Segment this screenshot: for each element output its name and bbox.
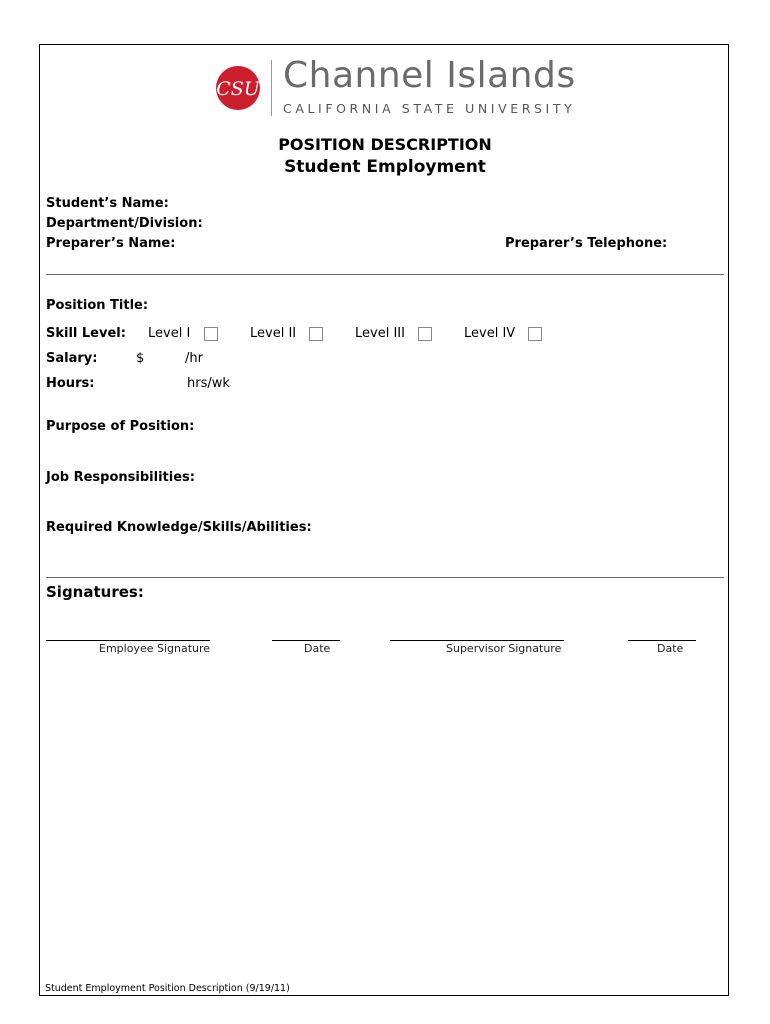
hours-label: Hours: xyxy=(46,376,95,391)
student-name-label: Student’s Name: xyxy=(46,196,169,211)
svg-text:CSU: CSU xyxy=(216,78,260,100)
divider-1 xyxy=(46,274,724,275)
skill-level-label: Skill Level: xyxy=(46,326,126,341)
csu-logo-icon xyxy=(215,65,261,111)
divider-2 xyxy=(46,577,724,578)
department-label: Department/Division: xyxy=(46,216,203,231)
level-1-checkbox[interactable] xyxy=(204,327,218,341)
level-4-checkbox[interactable] xyxy=(528,327,542,341)
supervisor-signature-line[interactable] xyxy=(390,640,564,641)
date-line-2[interactable] xyxy=(628,640,696,641)
employee-signature-caption: Employee Signature xyxy=(99,642,211,655)
employee-signature-line[interactable] xyxy=(46,640,210,641)
logo-divider xyxy=(271,60,272,116)
position-title-label: Position Title: xyxy=(46,298,149,313)
supervisor-signature-caption: Supervisor Signature xyxy=(446,642,562,655)
level-1-label: Level I xyxy=(148,326,191,341)
logo-subtitle: CALIFORNIA STATE UNIVERSITY xyxy=(283,101,576,116)
level-2-checkbox[interactable] xyxy=(309,327,323,341)
date-caption-2: Date xyxy=(657,642,684,655)
page-title: POSITION DESCRIPTION xyxy=(278,135,492,154)
level-3-checkbox[interactable] xyxy=(418,327,432,341)
date-line-1[interactable] xyxy=(272,640,340,641)
preparer-name-label: Preparer’s Name: xyxy=(46,236,176,251)
date-caption-1: Date xyxy=(304,642,331,655)
signatures-heading: Signatures: xyxy=(46,583,144,601)
level-2-label: Level II xyxy=(250,326,297,341)
salary-unit: /hr xyxy=(185,351,203,366)
salary-currency: $ xyxy=(136,351,145,366)
knowledge-label: Required Knowledge/Skills/Abilities: xyxy=(46,520,312,535)
preparer-telephone-label: Preparer’s Telephone: xyxy=(505,236,668,251)
page-subtitle: Student Employment xyxy=(284,157,486,177)
purpose-label: Purpose of Position: xyxy=(46,419,195,434)
responsibilities-label: Job Responsibilities: xyxy=(46,470,195,485)
footer-text: Student Employment Position Description (9/19/11) xyxy=(45,983,290,994)
salary-label: Salary: xyxy=(46,351,98,366)
level-3-label: Level III xyxy=(355,326,405,341)
level-4-label: Level IV xyxy=(464,326,516,341)
hours-unit: hrs/wk xyxy=(187,376,230,391)
logo-name: Channel Islands xyxy=(283,55,576,96)
